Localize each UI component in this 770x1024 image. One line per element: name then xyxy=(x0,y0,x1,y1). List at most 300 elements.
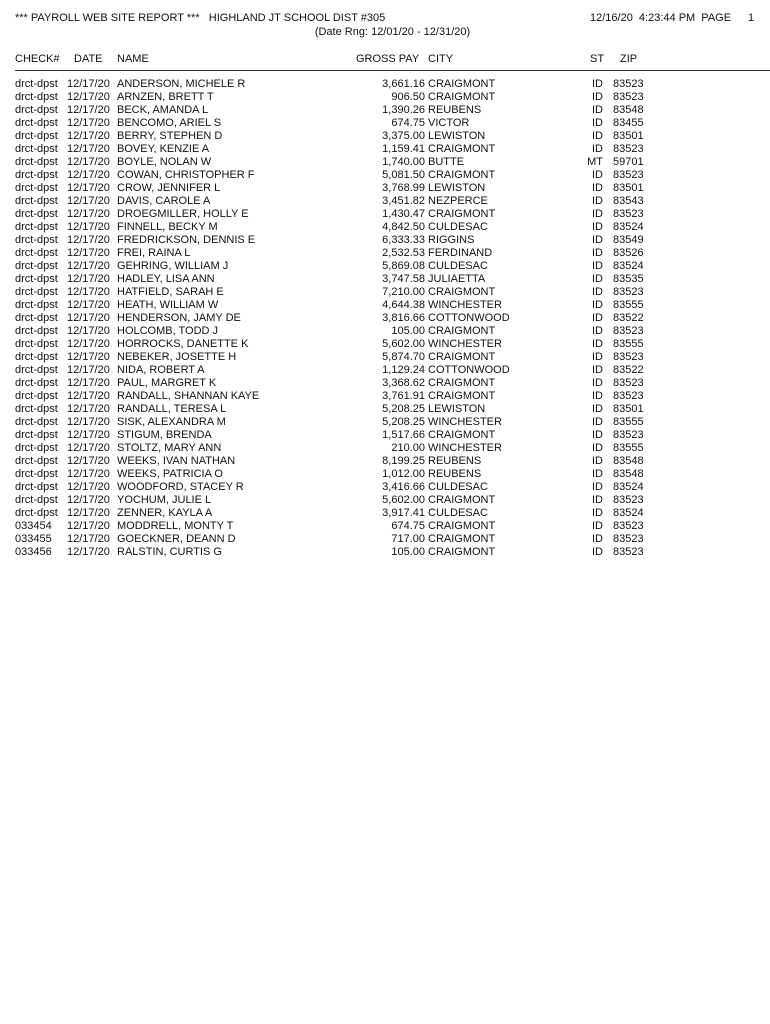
city: BUTTE xyxy=(428,156,465,168)
city: CULDESAC xyxy=(428,260,488,272)
check-number: 033455 xyxy=(15,533,52,545)
city: CRAIGMONT xyxy=(428,546,496,558)
check-number: drct-dpst xyxy=(15,156,58,168)
employee-name: HORROCKS, DANETTE K xyxy=(117,338,249,350)
table-row xyxy=(0,442,770,455)
check-date: 12/17/20 xyxy=(67,104,110,116)
city: NEZPERCE xyxy=(428,195,488,207)
check-date: 12/17/20 xyxy=(67,91,110,103)
zip-code: 83555 xyxy=(613,299,644,311)
check-date: 12/17/20 xyxy=(67,78,110,90)
gross-pay: 3,747.58 xyxy=(382,273,425,285)
state: ID xyxy=(592,468,603,480)
table-row xyxy=(0,156,770,169)
gross-pay: 4,842.50 xyxy=(382,221,425,233)
report-title: *** PAYROLL WEB SITE REPORT *** HIGHLAND JT SCHOOL DIST #305 xyxy=(15,12,386,24)
city: WINCHESTER xyxy=(428,338,502,350)
employee-name: BECK, AMANDA L xyxy=(117,104,209,116)
employee-name: YOCHUM, JULIE L xyxy=(117,494,212,506)
state: ID xyxy=(592,91,603,103)
zip-code: 83522 xyxy=(613,364,644,376)
check-date: 12/17/20 xyxy=(67,221,110,233)
zip-code: 83501 xyxy=(613,182,644,194)
check-number: drct-dpst xyxy=(15,91,58,103)
city: COTTONWOOD xyxy=(428,312,510,324)
zip-code: 83523 xyxy=(613,286,644,298)
employee-name: DAVIS, CAROLE A xyxy=(117,195,211,207)
check-number: drct-dpst xyxy=(15,195,58,207)
state: ID xyxy=(592,533,603,545)
table-row xyxy=(0,507,770,520)
zip-code: 83523 xyxy=(613,351,644,363)
check-date: 12/17/20 xyxy=(67,468,110,480)
city: CRAIGMONT xyxy=(428,325,496,337)
employee-name: FREDRICKSON, DENNIS E xyxy=(117,234,256,246)
employee-name: FINNELL, BECKY M xyxy=(117,221,218,233)
employee-name: PAUL, MARGRET K xyxy=(117,377,217,389)
city: CRAIGMONT xyxy=(428,520,496,532)
check-date: 12/17/20 xyxy=(67,442,110,454)
check-number: drct-dpst xyxy=(15,234,58,246)
employee-name: HENDERSON, JAMY DE xyxy=(117,312,241,324)
check-date: 12/17/20 xyxy=(67,533,110,545)
column-header-zip: ZIP xyxy=(620,53,638,65)
check-number: drct-dpst xyxy=(15,273,58,285)
gross-pay: 210.00 xyxy=(391,442,425,454)
check-date: 12/17/20 xyxy=(67,403,110,415)
gross-pay: 1,390.26 xyxy=(382,104,425,116)
city: CULDESAC xyxy=(428,481,488,493)
header-divider xyxy=(15,70,770,71)
city: CRAIGMONT xyxy=(428,533,496,545)
state: ID xyxy=(592,208,603,220)
table-row xyxy=(0,481,770,494)
gross-pay: 3,451.82 xyxy=(382,195,425,207)
employee-name: RANDALL, SHANNAN KAYE xyxy=(117,390,260,402)
employee-name: BOVEY, KENZIE A xyxy=(117,143,210,155)
gross-pay: 5,869.08 xyxy=(382,260,425,272)
check-number: drct-dpst xyxy=(15,507,58,519)
table-row xyxy=(0,286,770,299)
zip-code: 83555 xyxy=(613,416,644,428)
check-date: 12/17/20 xyxy=(67,234,110,246)
city: CRAIGMONT xyxy=(428,390,496,402)
employee-name: NEBEKER, JOSETTE H xyxy=(117,351,237,363)
gross-pay: 3,375.00 xyxy=(382,130,425,142)
state: ID xyxy=(592,364,603,376)
zip-code: 83523 xyxy=(613,325,644,337)
table-row xyxy=(0,234,770,247)
table-row xyxy=(0,182,770,195)
gross-pay: 674.75 xyxy=(391,520,425,532)
city: CRAIGMONT xyxy=(428,78,496,90)
check-date: 12/17/20 xyxy=(67,260,110,272)
table-row xyxy=(0,208,770,221)
check-date: 12/17/20 xyxy=(67,546,110,558)
employee-name: BENCOMO, ARIEL S xyxy=(117,117,222,129)
gross-pay: 1,740.00 xyxy=(382,156,425,168)
check-number: drct-dpst xyxy=(15,416,58,428)
city: CRAIGMONT xyxy=(428,286,496,298)
gross-pay: 1,129.24 xyxy=(382,364,425,376)
state: ID xyxy=(592,377,603,389)
check-date: 12/17/20 xyxy=(67,195,110,207)
gross-pay: 906.50 xyxy=(391,91,425,103)
city: LEWISTON xyxy=(428,182,486,194)
check-number: drct-dpst xyxy=(15,481,58,493)
employee-name: STIGUM, BRENDA xyxy=(117,429,212,441)
zip-code: 83501 xyxy=(613,403,644,415)
gross-pay: 5,602.00 xyxy=(382,494,425,506)
zip-code: 83523 xyxy=(613,520,644,532)
gross-pay: 674.75 xyxy=(391,117,425,129)
city: REUBENS xyxy=(428,455,482,467)
state: ID xyxy=(592,247,603,259)
state: ID xyxy=(592,455,603,467)
check-date: 12/17/20 xyxy=(67,351,110,363)
gross-pay: 7,210.00 xyxy=(382,286,425,298)
check-number: drct-dpst xyxy=(15,260,58,272)
check-number: drct-dpst xyxy=(15,403,58,415)
table-row xyxy=(0,364,770,377)
city: RIGGINS xyxy=(428,234,475,246)
state: ID xyxy=(592,351,603,363)
employee-name: HATFIELD, SARAH E xyxy=(117,286,224,298)
check-date: 12/17/20 xyxy=(67,455,110,467)
state: ID xyxy=(592,403,603,415)
check-number: drct-dpst xyxy=(15,468,58,480)
zip-code: 83548 xyxy=(613,455,644,467)
table-row xyxy=(0,299,770,312)
check-number: drct-dpst xyxy=(15,494,58,506)
table-row xyxy=(0,390,770,403)
check-number: drct-dpst xyxy=(15,286,58,298)
city: CRAIGMONT xyxy=(428,351,496,363)
table-row xyxy=(0,221,770,234)
city: CRAIGMONT xyxy=(428,494,496,506)
table-row xyxy=(0,416,770,429)
zip-code: 83523 xyxy=(613,377,644,389)
employee-name: STOLTZ, MARY ANN xyxy=(117,442,222,454)
column-header-name: NAME xyxy=(117,53,149,65)
employee-name: HADLEY, LISA ANN xyxy=(117,273,215,285)
city: CULDESAC xyxy=(428,221,488,233)
gross-pay: 5,874.70 xyxy=(382,351,425,363)
table-row xyxy=(0,351,770,364)
check-date: 12/17/20 xyxy=(67,429,110,441)
check-date: 12/17/20 xyxy=(67,312,110,324)
column-header-date: DATE xyxy=(74,53,103,65)
employee-name: RALSTIN, CURTIS G xyxy=(117,546,222,558)
zip-code: 83524 xyxy=(613,507,644,519)
employee-name: GEHRING, WILLIAM J xyxy=(117,260,229,272)
check-number: drct-dpst xyxy=(15,299,58,311)
check-date: 12/17/20 xyxy=(67,143,110,155)
table-row xyxy=(0,468,770,481)
zip-code: 83501 xyxy=(613,130,644,142)
payroll-table xyxy=(0,78,770,559)
state: MT xyxy=(587,156,603,168)
city: CRAIGMONT xyxy=(428,91,496,103)
state: ID xyxy=(592,338,603,350)
table-row xyxy=(0,104,770,117)
state: ID xyxy=(592,260,603,272)
check-number: drct-dpst xyxy=(15,325,58,337)
employee-name: HEATH, WILLIAM W xyxy=(117,299,219,311)
zip-code: 83524 xyxy=(613,260,644,272)
zip-code: 83543 xyxy=(613,195,644,207)
state: ID xyxy=(592,429,603,441)
employee-name: WEEKS, IVAN NATHAN xyxy=(117,455,236,467)
check-date: 12/17/20 xyxy=(67,520,110,532)
check-number: drct-dpst xyxy=(15,351,58,363)
gross-pay: 105.00 xyxy=(391,546,425,558)
employee-name: WOODFORD, STACEY R xyxy=(117,481,244,493)
table-row xyxy=(0,403,770,416)
zip-code: 83523 xyxy=(613,494,644,506)
table-row xyxy=(0,130,770,143)
check-number: drct-dpst xyxy=(15,130,58,142)
zip-code: 83555 xyxy=(613,338,644,350)
check-date: 12/17/20 xyxy=(67,494,110,506)
check-number: drct-dpst xyxy=(15,221,58,233)
employee-name: GOECKNER, DEANN D xyxy=(117,533,236,545)
state: ID xyxy=(592,104,603,116)
table-row xyxy=(0,169,770,182)
gross-pay: 5,208.25 xyxy=(382,416,425,428)
city: WINCHESTER xyxy=(428,299,502,311)
check-number: drct-dpst xyxy=(15,312,58,324)
gross-pay: 3,416.66 xyxy=(382,481,425,493)
check-number: drct-dpst xyxy=(15,338,58,350)
check-date: 12/17/20 xyxy=(67,507,110,519)
gross-pay: 3,761.91 xyxy=(382,390,425,402)
table-row xyxy=(0,78,770,91)
check-number: drct-dpst xyxy=(15,182,58,194)
state: ID xyxy=(592,325,603,337)
check-date: 12/17/20 xyxy=(67,169,110,181)
employee-name: NIDA, ROBERT A xyxy=(117,364,205,376)
gross-pay: 5,602.00 xyxy=(382,338,425,350)
city: JULIAETTA xyxy=(428,273,486,285)
state: ID xyxy=(592,507,603,519)
check-number: drct-dpst xyxy=(15,104,58,116)
check-date: 12/17/20 xyxy=(67,325,110,337)
state: ID xyxy=(592,117,603,129)
city: LEWISTON xyxy=(428,403,486,415)
zip-code: 83523 xyxy=(613,429,644,441)
city: REUBENS xyxy=(428,104,482,116)
zip-code: 83523 xyxy=(613,208,644,220)
state: ID xyxy=(592,286,603,298)
check-date: 12/17/20 xyxy=(67,299,110,311)
check-date: 12/17/20 xyxy=(67,156,110,168)
state: ID xyxy=(592,169,603,181)
city: WINCHESTER xyxy=(428,442,502,454)
check-number: drct-dpst xyxy=(15,117,58,129)
gross-pay: 1,430.47 xyxy=(382,208,425,220)
zip-code: 83526 xyxy=(613,247,644,259)
gross-pay: 3,917.41 xyxy=(382,507,425,519)
employee-name: MODDRELL, MONTY T xyxy=(117,520,234,532)
employee-name: ZENNER, KAYLA A xyxy=(117,507,213,519)
city: FERDINAND xyxy=(428,247,493,259)
table-row xyxy=(0,377,770,390)
city: CRAIGMONT xyxy=(428,208,496,220)
employee-name: ANDERSON, MICHELE R xyxy=(117,78,246,90)
state: ID xyxy=(592,195,603,207)
gross-pay: 3,816.66 xyxy=(382,312,425,324)
check-date: 12/17/20 xyxy=(67,208,110,220)
state: ID xyxy=(592,130,603,142)
table-row xyxy=(0,312,770,325)
employee-name: BOYLE, NOLAN W xyxy=(117,156,212,168)
state: ID xyxy=(592,546,603,558)
check-date: 12/17/20 xyxy=(67,247,110,259)
gross-pay: 5,081.50 xyxy=(382,169,425,181)
zip-code: 83523 xyxy=(613,78,644,90)
state: ID xyxy=(592,520,603,532)
zip-code: 83523 xyxy=(613,546,644,558)
table-row xyxy=(0,494,770,507)
city: CRAIGMONT xyxy=(428,143,496,155)
employee-name: BERRY, STEPHEN D xyxy=(117,130,223,142)
check-date: 12/17/20 xyxy=(67,286,110,298)
gross-pay: 1,159.41 xyxy=(382,143,425,155)
employee-name: DROEGMILLER, HOLLY E xyxy=(117,208,249,220)
state: ID xyxy=(592,442,603,454)
employee-name: RANDALL, TERESA L xyxy=(117,403,227,415)
zip-code: 83524 xyxy=(613,481,644,493)
gross-pay: 3,768.99 xyxy=(382,182,425,194)
table-row xyxy=(0,546,770,559)
zip-code: 83549 xyxy=(613,234,644,246)
gross-pay: 1,012.00 xyxy=(382,468,425,480)
state: ID xyxy=(592,312,603,324)
employee-name: WEEKS, PATRICIA O xyxy=(117,468,223,480)
column-header-check: CHECK# xyxy=(15,53,60,65)
state: ID xyxy=(592,481,603,493)
state: ID xyxy=(592,234,603,246)
city: WINCHESTER xyxy=(428,416,502,428)
city: CRAIGMONT xyxy=(428,169,496,181)
check-number: drct-dpst xyxy=(15,208,58,220)
state: ID xyxy=(592,416,603,428)
table-row xyxy=(0,533,770,546)
table-row xyxy=(0,247,770,260)
city: CULDESAC xyxy=(428,507,488,519)
city: REUBENS xyxy=(428,468,482,480)
city: LEWISTON xyxy=(428,130,486,142)
check-date: 12/17/20 xyxy=(67,130,110,142)
check-date: 12/17/20 xyxy=(67,481,110,493)
zip-code: 83523 xyxy=(613,169,644,181)
check-number: 033454 xyxy=(15,520,52,532)
table-row xyxy=(0,429,770,442)
zip-code: 83522 xyxy=(613,312,644,324)
city: COTTONWOOD xyxy=(428,364,510,376)
gross-pay: 717.00 xyxy=(391,533,425,545)
check-number: drct-dpst xyxy=(15,247,58,259)
check-number: 033456 xyxy=(15,546,52,558)
state: ID xyxy=(592,273,603,285)
table-row xyxy=(0,455,770,468)
check-number: drct-dpst xyxy=(15,390,58,402)
employee-name: FREI, RAINA L xyxy=(117,247,191,259)
gross-pay: 6,333.33 xyxy=(382,234,425,246)
table-row xyxy=(0,338,770,351)
zip-code: 83455 xyxy=(613,117,644,129)
table-row xyxy=(0,273,770,286)
report-timestamp: 12/16/20 4:23:44 PM PAGE xyxy=(590,12,732,24)
check-date: 12/17/20 xyxy=(67,117,110,129)
zip-code: 83523 xyxy=(613,390,644,402)
table-row xyxy=(0,117,770,130)
employee-name: ARNZEN, BRETT T xyxy=(117,91,214,103)
gross-pay: 105.00 xyxy=(391,325,425,337)
state: ID xyxy=(592,299,603,311)
check-date: 12/17/20 xyxy=(67,182,110,194)
table-row xyxy=(0,260,770,273)
check-date: 12/17/20 xyxy=(67,338,110,350)
check-number: drct-dpst xyxy=(15,143,58,155)
employee-name: SISK, ALEXANDRA M xyxy=(117,416,226,428)
state: ID xyxy=(592,221,603,233)
zip-code: 83523 xyxy=(613,143,644,155)
check-number: drct-dpst xyxy=(15,169,58,181)
state: ID xyxy=(592,143,603,155)
gross-pay: 2,532.53 xyxy=(382,247,425,259)
employee-name: COWAN, CHRISTOPHER F xyxy=(117,169,255,181)
zip-code: 83535 xyxy=(613,273,644,285)
date-range: (Date Rng: 12/01/20 - 12/31/20) xyxy=(314,26,471,38)
zip-code: 83523 xyxy=(613,533,644,545)
check-number: drct-dpst xyxy=(15,364,58,376)
table-row xyxy=(0,195,770,208)
gross-pay: 5,208.25 xyxy=(382,403,425,415)
state: ID xyxy=(592,390,603,402)
employee-name: CROW, JENNIFER L xyxy=(117,182,221,194)
check-date: 12/17/20 xyxy=(67,377,110,389)
zip-code: 83548 xyxy=(613,104,644,116)
check-number: drct-dpst xyxy=(15,429,58,441)
page-number: 1 xyxy=(748,12,755,24)
check-number: drct-dpst xyxy=(15,78,58,90)
zip-code: 83555 xyxy=(613,442,644,454)
city: CRAIGMONT xyxy=(428,429,496,441)
city: VICTOR xyxy=(428,117,470,129)
check-date: 12/17/20 xyxy=(67,273,110,285)
state: ID xyxy=(592,494,603,506)
table-row xyxy=(0,520,770,533)
state: ID xyxy=(592,78,603,90)
gross-pay: 3,661.16 xyxy=(382,78,425,90)
check-number: drct-dpst xyxy=(15,377,58,389)
zip-code: 83523 xyxy=(613,91,644,103)
check-number: drct-dpst xyxy=(15,442,58,454)
check-number: drct-dpst xyxy=(15,455,58,467)
gross-pay: 8,199.25 xyxy=(382,455,425,467)
employee-name: HOLCOMB, TODD J xyxy=(117,325,219,337)
zip-code: 59701 xyxy=(613,156,644,168)
table-row xyxy=(0,143,770,156)
table-row xyxy=(0,91,770,104)
state: ID xyxy=(592,182,603,194)
check-date: 12/17/20 xyxy=(67,364,110,376)
column-header-city: CITY xyxy=(428,53,454,65)
check-date: 12/17/20 xyxy=(67,416,110,428)
column-header-gross-pay: GROSS PAY xyxy=(356,53,420,65)
